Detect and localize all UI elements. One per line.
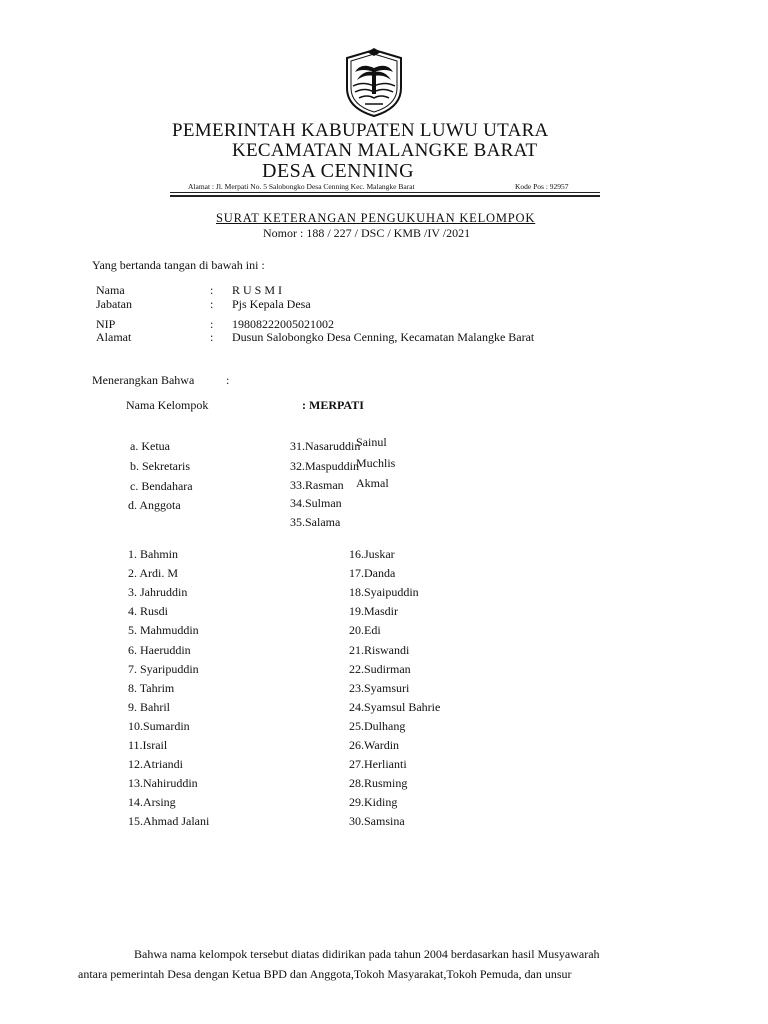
member-list-item: 17.Danda [349, 566, 396, 581]
member-list-item: 9. Bahril [128, 699, 170, 714]
regency-crest-logo [343, 48, 405, 118]
group-name-label: Nama Kelompok [126, 398, 209, 412]
officer-chair-label: a. Ketua [130, 439, 170, 453]
signer-name-value: R U S M I [232, 283, 283, 297]
member-list-item: 29.Kiding [349, 795, 398, 810]
letterhead-district: KECAMATAN MALANGKE BARAT [232, 140, 538, 161]
letterhead-government: PEMERINTAH KABUPATEN LUWU UTARA [172, 120, 549, 141]
signer-address-label: Alamat [96, 330, 132, 344]
signer-nip-colon: : [210, 317, 214, 331]
member-list-item: 24.Syamsul Bahrie [349, 699, 441, 714]
officer-name-chair: Sainul [356, 435, 387, 449]
letterhead-postcode: Kode Pos : 92957 [515, 182, 569, 191]
member-list-item: 4. Rusdi [128, 604, 169, 619]
member-list-item: 15.Ahmad Jalani [128, 814, 210, 829]
officer-treasurer-label: c. Bendahara [130, 479, 193, 493]
officer-list-item: 32.Maspuddin [290, 459, 359, 473]
closing-paragraph-line2: antara pemerintah Desa dengan Ketua BPD dan Anggota,Tokoh Masyarakat,Tokoh Pemuda, dan unsur [78, 967, 572, 981]
member-list-item: 14.Arsing [128, 795, 176, 810]
member-list-item: 18.Syaipuddin [349, 585, 419, 600]
member-list-item: 20.Edi [349, 623, 381, 638]
member-list-item: 2. Ardi. M [128, 566, 179, 581]
officer-list-item: 33.Rasman [290, 478, 344, 492]
member-list-item: 3. Jahruddin [128, 585, 188, 600]
member-list-item: 26.Wardin [349, 738, 400, 752]
member-list-item: 22.Sudirman [349, 661, 411, 676]
letter-number: Nomor : 188 / 227 / DSC / KMB /IV /2021 [263, 226, 471, 240]
letterhead-divider-thin [170, 192, 600, 193]
letterhead-divider-thick [170, 195, 600, 197]
member-list-item: 12.Atriandi [128, 757, 183, 772]
letterhead-address: Alamat : Jl. Merpati No. 5 Salobongko Desa Cenning Kec. Malangke Barat [188, 182, 415, 191]
member-list-item: 25.Dulhang [349, 718, 406, 733]
officer-list-item: 31.Nasaruddin [290, 439, 361, 453]
closing-paragraph-line1: Bahwa nama kelompok tersebut diatas didirikan pada tahun 2004 berdasarkan hasil Musyawarah [134, 947, 600, 961]
member-list-item: 23.Syamsuri [349, 680, 410, 695]
signer-address-colon: : [210, 330, 214, 344]
officer-list-item: 35.Salama [290, 515, 341, 529]
officer-members-label: d. Anggota [128, 498, 181, 512]
signer-name-colon: : [210, 283, 214, 297]
officer-name-secretary: Muchlis [356, 456, 396, 470]
member-list-item: 5. Mahmuddin [128, 623, 199, 638]
officer-list-item: 34.Sulman [290, 496, 342, 510]
member-list-item: 30.Samsina [349, 814, 405, 829]
member-list-item: 10.Sumardin [128, 718, 190, 733]
statement-label: Menerangkan Bahwa [92, 373, 195, 387]
letterhead-village: DESA CENNING [262, 160, 415, 182]
member-list-item: 6. Haeruddin [128, 642, 191, 657]
member-list-item: 1. Bahmin [128, 547, 178, 561]
member-list-item: 19.Masdir [349, 604, 398, 619]
signer-nip-value: 19808222005021002 [232, 317, 334, 331]
officer-name-treasurer: Akmal [356, 476, 389, 490]
signer-position-label: Jabatan [96, 297, 132, 311]
group-name-value: : MERPATI [302, 398, 364, 412]
member-list-item: 21.Riswandi [349, 642, 410, 657]
member-list-item: 13.Nahiruddin [128, 776, 198, 791]
statement-colon: : [226, 373, 230, 387]
member-list-item: 7. Syaripuddin [128, 661, 199, 676]
signer-address-value: Dusun Salobongko Desa Cenning, Kecamatan Malangke Barat [232, 330, 535, 344]
intro-text: Yang bertanda tangan di bawah ini : [92, 258, 265, 272]
member-list-item: 28.Rusming [349, 776, 408, 791]
signer-name-label: Nama [96, 283, 125, 297]
member-list-item: 11.Israil [128, 738, 168, 752]
officer-secretary-label: b. Sekretaris [130, 459, 190, 473]
signer-nip-label: NIP [96, 317, 116, 331]
signer-position-colon: : [210, 297, 214, 311]
member-list-item: 27.Herlianti [349, 757, 407, 772]
member-list-item: 8. Tahrim [128, 680, 175, 695]
signer-position-value: Pjs Kepala Desa [232, 297, 311, 311]
letter-title: SURAT KETERANGAN PENGUKUHAN KELOMPOK [216, 211, 536, 225]
member-list-item: 16.Juskar [349, 547, 395, 561]
